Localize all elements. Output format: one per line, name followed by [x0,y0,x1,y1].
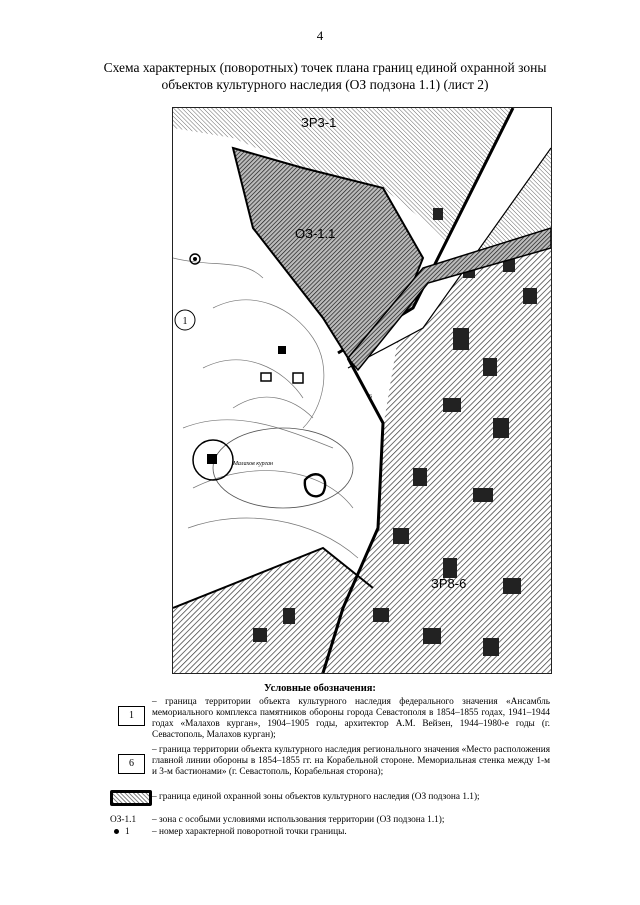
point-label-1: 1 [182,316,188,327]
legend-symbol-oz: ОЗ-1.1 [110,815,137,825]
point-dot-icon [114,829,119,834]
page-title [95,59,555,93]
legend-text-federal: – граница территории объекта культурного наследия федерального значения «Ансамбль мемориального комплекса памятников обороны города Севастополя в 1854–1855 годах, 1941–1944 годах «Малахов курган», 1904–1905 годы, архитектор А.М. Вейзен, 1944–1980-е годы (г. Севастополь, Малахов курган); [152,697,550,740]
title-line-2: объектов культурного наследия (ОЗ подзона 1.1) (лист 2) [161,77,489,92]
legend-title: Условные обозначения: [264,683,376,694]
bastion-shape [305,474,325,496]
legend-text-regional: – граница территории объекта культурного наследия регионального значения «Место расположения главной линии обороны в 1854–1855 гг. на Корабельной стороне. Мемориальная стенка между 1-м и 3-м бастионами» (г. Севастополь, Корабельная сторона); [152,745,550,777]
legend-text-zone-code: – зона с особыми условиями использования территории (ОЗ подзона 1.1); [152,815,445,825]
point-number-6 [369,394,372,400]
legend-symbol-box-1: 1 [118,706,145,726]
legend-point-number: 1 [125,827,130,837]
legend-symbol-box-6: 6 [118,754,145,774]
place-label: Малахов курган [233,461,273,467]
zone-label-zr3: ЗР3-1 [301,115,337,130]
point-label-6: 6 [369,394,372,400]
map-canvas [173,108,551,673]
legend-text-point: – номер характерной поворотной точки границы. [152,827,347,837]
zone-label-zr8: ЗР8-6 [431,576,467,591]
zone-label-oz: ОЗ-1.1 [295,226,336,241]
legend-symbol-point [114,827,130,838]
zone-boundary-symbol [110,790,152,806]
boundary-map [172,107,552,674]
title-line-1: Схема характерных (поворотных) точек плана границ единой охранной зоны [103,60,547,75]
legend-text-zone-boundary: – граница единой охранной зоны объектов культурного наследия (ОЗ подзона 1.1); [152,792,480,802]
kurgan-outline [213,428,353,508]
page-number: 4 [316,28,324,43]
point-number-1 [175,310,195,330]
